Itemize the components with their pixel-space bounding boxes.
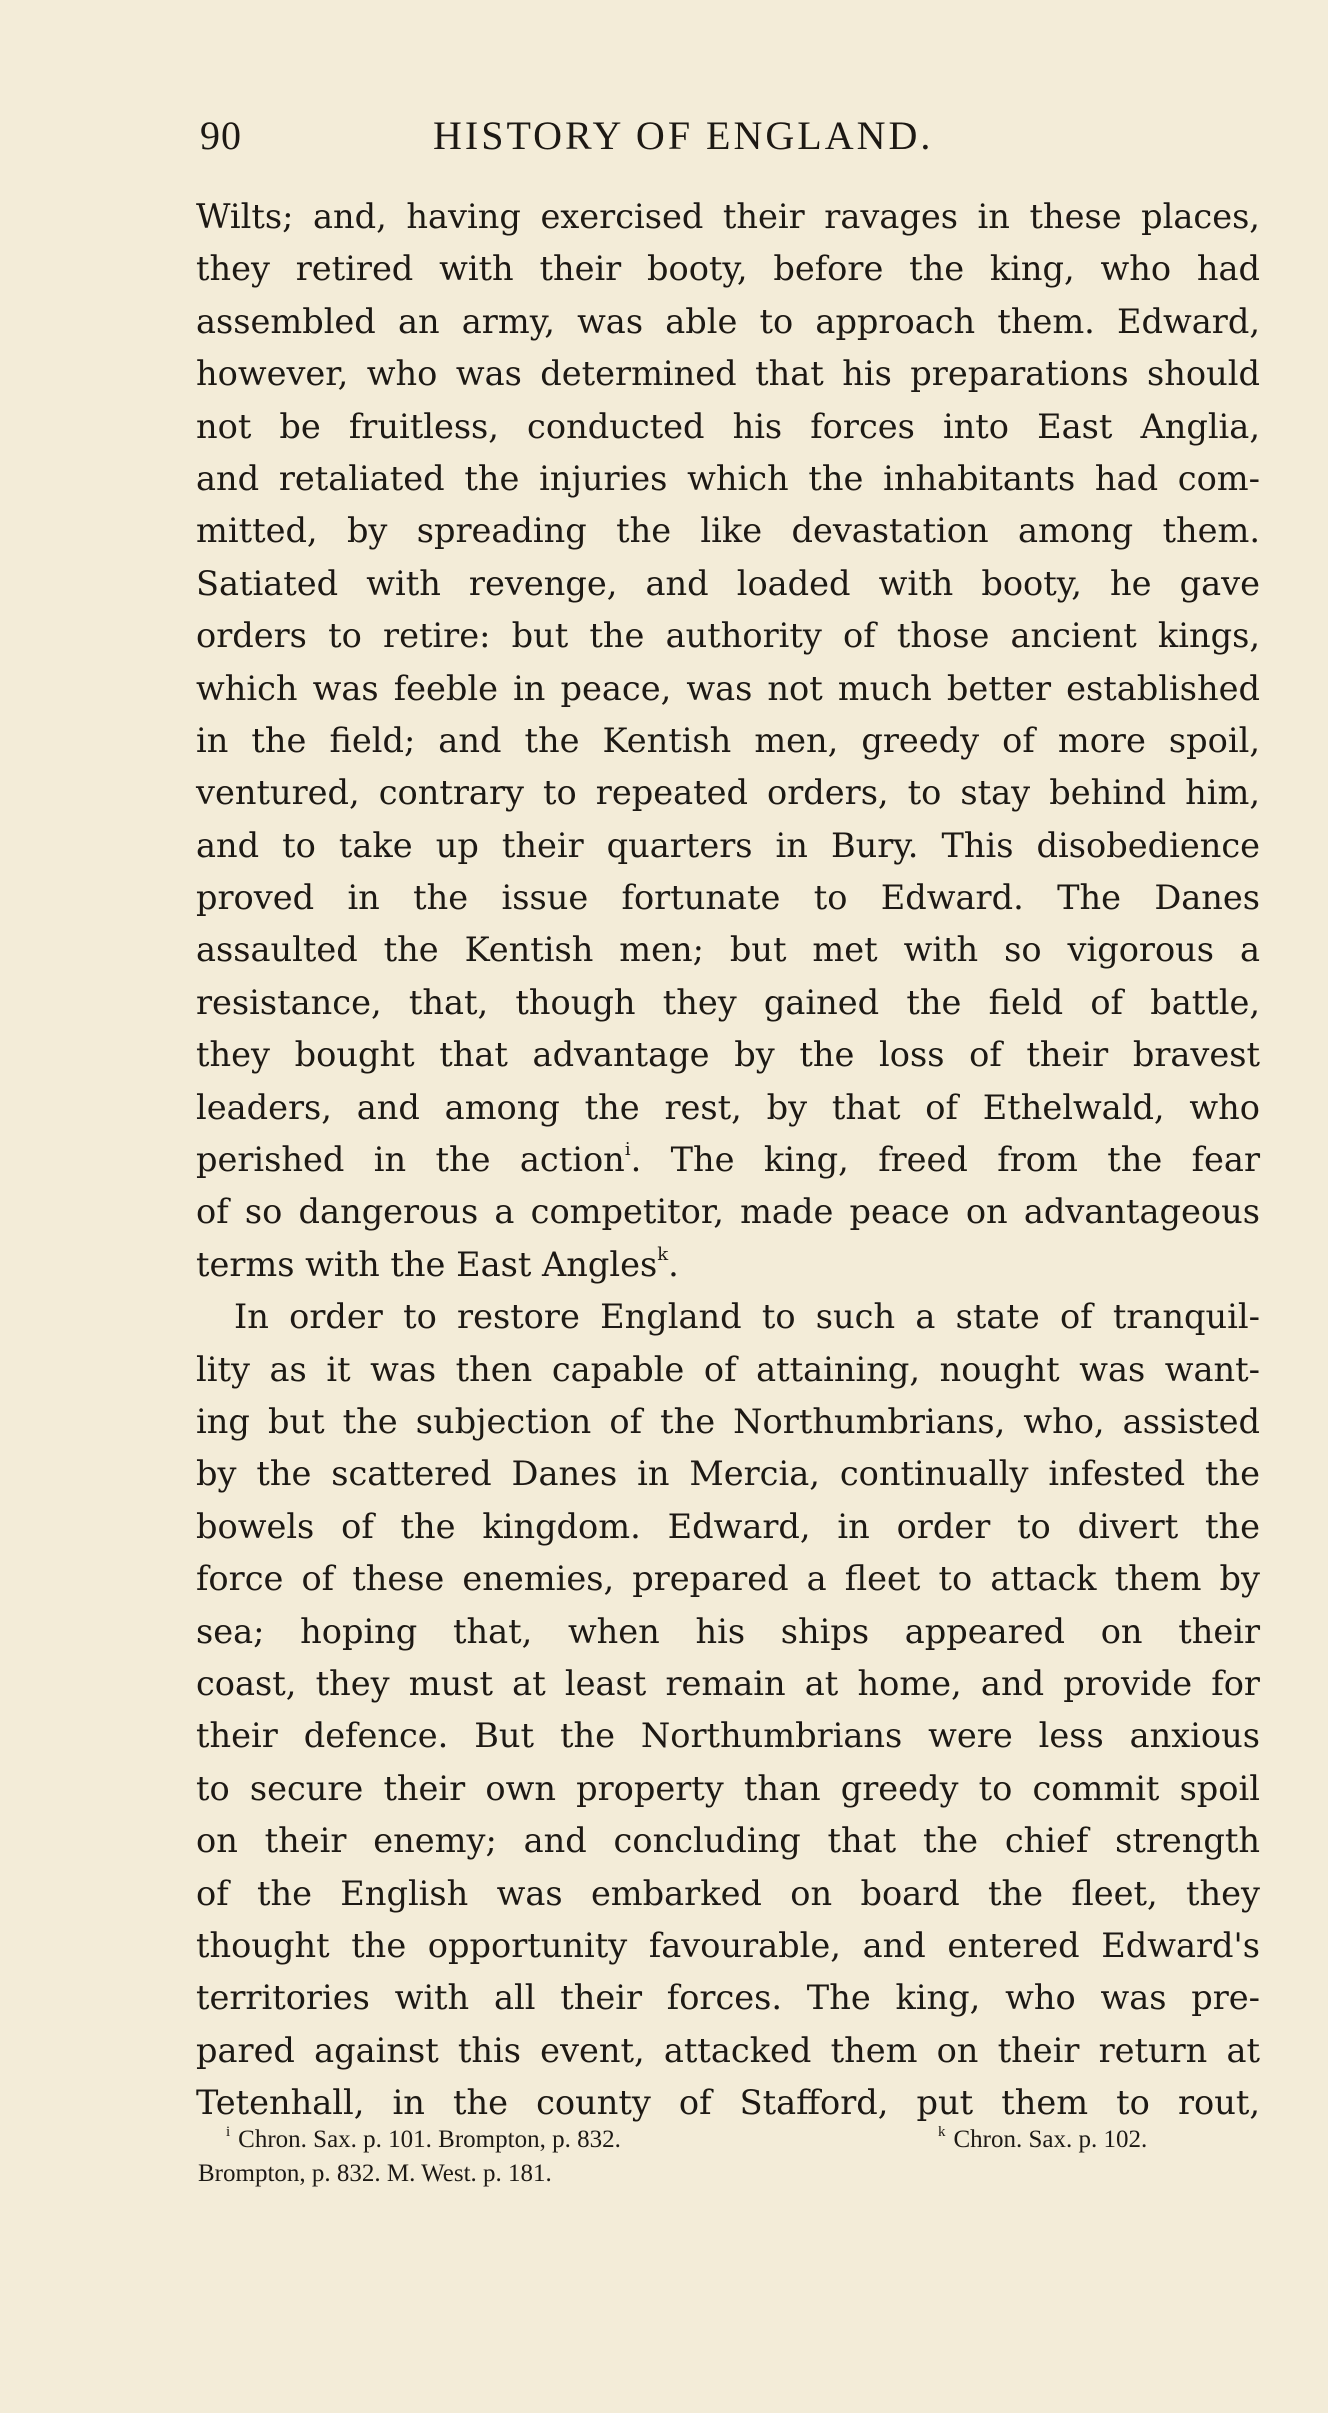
text-line: assaulted the Kentish men; but met with so vigorous a [196, 930, 1260, 970]
page-number: 90 [200, 113, 242, 158]
footnote-mark-i: i [226, 2124, 231, 2140]
text-line [196, 1134, 1260, 1186]
text-line: ing but the subjection of the Northumbrians, who, assisted [196, 1401, 1260, 1441]
footnote-ref-i: i [624, 1139, 631, 1161]
text-line: ventured, contrary to repeated orders, to stay behind him, [196, 773, 1260, 813]
text-line: Tetenhall, in the county of Stafford, put them to rout, [196, 2083, 1260, 2123]
footnote-line [938, 2123, 1262, 2157]
text-line: on their enemy; and concluding that the chief strength [196, 1821, 1260, 1861]
text-line: assembled an army, was able to approach them. Edward, [196, 301, 1260, 341]
text-line: mitted, by spreading the like devastation among them. [196, 511, 1260, 551]
footnote-i [198, 2123, 818, 2191]
text-line: to secure their own property than greedy to commit spoil [196, 1768, 1260, 1808]
text-line: not be fruitless, conducted his forces into East Anglia, [196, 406, 1260, 446]
text-line: resistance, that, though they gained the field of battle, [196, 982, 1260, 1022]
text-segment: . The king, freed from the fear [630, 1140, 1260, 1180]
text-line: however, who was determined that his preparations should [196, 354, 1260, 394]
text-line: territories with all their forces. The king, who was pre- [196, 1978, 1260, 2018]
text-line: pared against this event, attacked them on their return at [196, 2030, 1260, 2070]
running-head [200, 112, 1260, 172]
text-segment: . [668, 1244, 679, 1284]
text-line: thought the opportunity favourable, and entered Edward's [196, 1925, 1260, 1965]
footnote-mark-k: k [938, 2124, 946, 2140]
body-text [196, 191, 1260, 2129]
text-line: Satiated with revenge, and loaded with booty, he gave [196, 563, 1260, 603]
page-title: HISTORY OF ENGLAND. [433, 113, 934, 158]
text-line: by the scattered Danes in Mercia, continually infested the [196, 1454, 1260, 1494]
text-line: in the field; and the Kentish men, greedy of more spoil, [196, 720, 1260, 760]
text-segment: perished in the action [196, 1140, 625, 1180]
footnote-k [938, 2123, 1262, 2157]
paragraph-first-line: In order to restore England to such a state of tranquil- [234, 1297, 1260, 1337]
text-line: of the English was embarked on board the fleet, they [196, 1873, 1260, 1913]
text-line: orders to retire: but the authority of those ancient kings, [196, 616, 1260, 656]
text-line: they retired with their booty, before the king, who had [196, 249, 1260, 289]
footnote-text: Chron. Sax. p. 101. Brompton, p. 832. [238, 2126, 621, 2153]
text-line: force of these enemies, prepared a fleet to attack them by [196, 1559, 1260, 1599]
text-line: proved in the issue fortunate to Edward. The Danes [196, 878, 1260, 918]
text-line: leaders, and among the rest, by that of Ethelwald, who [196, 1087, 1260, 1127]
footnote-line [198, 2123, 818, 2157]
text-segment: terms with the East Angles [196, 1244, 658, 1284]
text-line: and retaliated the injuries which the inhabitants had com- [196, 458, 1260, 498]
text-line: Wilts; and, having exercised their ravages in these places, [196, 197, 1260, 236]
text-line: coast, they must at least remain at home, and provide for [196, 1663, 1260, 1703]
text-line: they bought that advantage by the loss of their bravest [196, 1035, 1260, 1075]
text-line [196, 1239, 1260, 1291]
text-line: lity as it was then capable of attaining, nought was want- [196, 1349, 1260, 1389]
text-line: of so dangerous a competitor, made peace on advantageous [196, 1192, 1260, 1232]
footnote-line: Brompton, p. 832. M. West. p. 181. [198, 2160, 552, 2187]
footnote-text: Chron. Sax. p. 102. [953, 2126, 1148, 2153]
text-line: which was feeble in peace, was not much better established [196, 668, 1260, 708]
text-line: their defence. But the Northumbrians were less anxious [196, 1716, 1260, 1756]
footnote-ref-k: k [657, 1243, 669, 1265]
text-line: and to take up their quarters in Bury. This disobedience [196, 825, 1260, 865]
text-line: bowels of the kingdom. Edward, in order to divert the [196, 1506, 1260, 1546]
text-line: sea; hoping that, when his ships appeared on their [196, 1611, 1260, 1651]
